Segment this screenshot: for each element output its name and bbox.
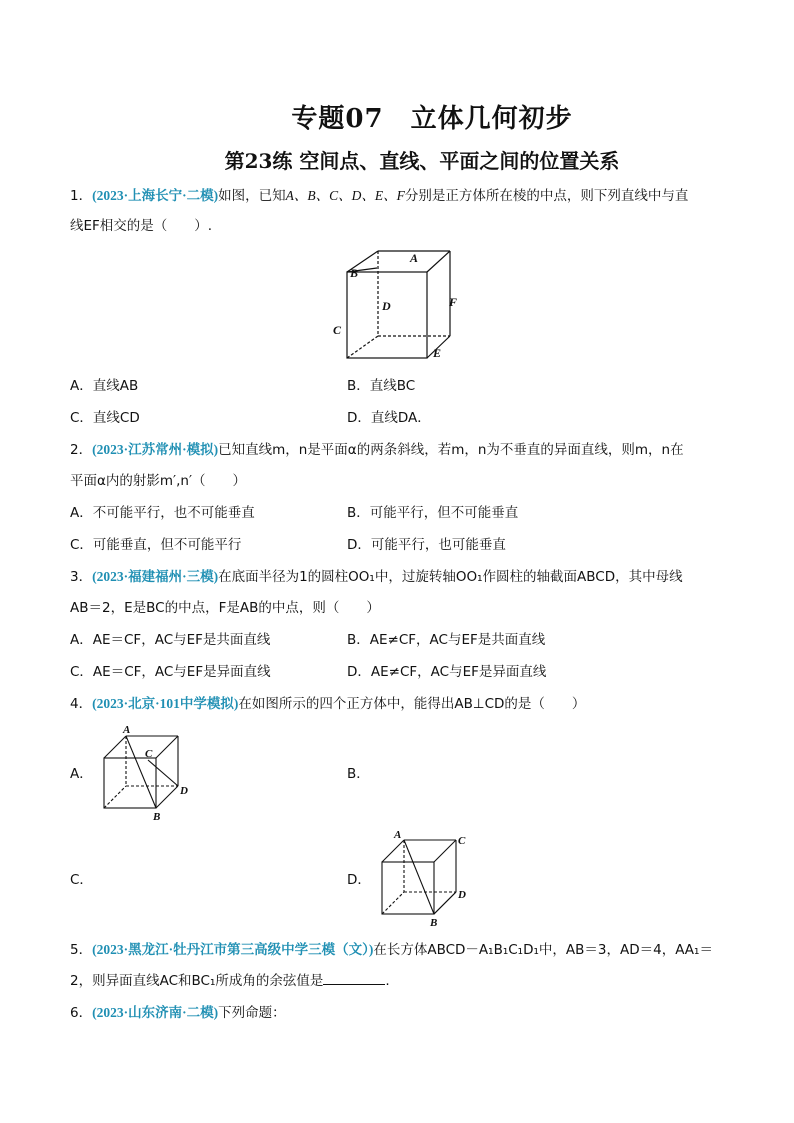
label-F: F: [449, 295, 458, 309]
question-text: 在长方体ABCD－A₁B₁C₁D₁中，AB＝3，AD＝4，AA₁＝: [373, 942, 713, 958]
cube-figure-q4d: [374, 826, 474, 930]
answer-blank[interactable]: [323, 972, 385, 985]
question-text: 分别是正方体所在棱的中点，则下列直线中与直: [404, 188, 689, 204]
question-5: [70, 940, 730, 960]
label-B: B: [430, 917, 438, 929]
question-text: 在底面半径为1的圆柱OO₁中，过旋转轴OO₁作圆柱的轴截面ABCD，其中母线: [218, 569, 683, 585]
label-A: A: [410, 251, 419, 265]
question-3: [70, 567, 730, 587]
q2-option-b: B．可能平行，但不可能垂直: [347, 505, 519, 521]
period: .: [385, 973, 390, 989]
question-source: (2023·北京·101中学模拟): [92, 696, 239, 711]
q4-option-b: B．: [347, 766, 370, 782]
question-source: (2023·山东济南·二模): [92, 1005, 219, 1020]
label-A: A: [394, 829, 402, 841]
question-text: 如图，已知: [218, 188, 286, 204]
question-number: 6．: [70, 1005, 93, 1021]
question-text: 下列命题：: [218, 1005, 286, 1021]
label-B: B: [350, 266, 359, 280]
question-source: (2023·江苏常州·模拟): [92, 442, 219, 457]
q2-option-c: C．可能垂直，但不可能平行: [70, 537, 242, 553]
question-4: [70, 694, 730, 714]
q1-option-a: A．直线AB: [70, 378, 139, 394]
label-B: B: [153, 811, 161, 823]
question-source: (2023·上海长宁·二模): [92, 188, 219, 203]
label-C: C: [145, 748, 153, 760]
q1-option-b: B．直线BC: [347, 378, 416, 394]
point-list: A、B、C、D、E、F: [285, 188, 405, 203]
q2-option-a: A．不可能平行，也不可能垂直: [70, 505, 255, 521]
label-D: D: [180, 785, 188, 797]
question-2-line2: 平面α内的射影m′,n′（ ）: [70, 473, 247, 489]
q1-option-c: C．直线CD: [70, 410, 140, 426]
label-D: D: [458, 889, 466, 901]
question-2: [70, 440, 730, 460]
page-subtitle: 第23练 空间点、直线、平面之间的位置关系: [224, 149, 620, 173]
question-1-line2: 线EF相交的是（ ）.: [70, 218, 213, 234]
q3-option-c: C．AE＝CF，AC与EF是异面直线: [70, 664, 271, 680]
label-C: C: [458, 835, 466, 847]
q3-option-d: D．AE≠CF，AC与EF是异面直线: [347, 664, 547, 680]
q4-option-a: A．: [70, 766, 93, 782]
cube-figure-q4a: [96, 722, 196, 826]
question-number: 5．: [70, 942, 93, 958]
q4-option-c: C．: [70, 872, 93, 888]
question-number: 3．: [70, 569, 93, 585]
question-text: 在如图所示的四个正方体中，能得出AB⊥CD的是（ ）: [238, 696, 586, 712]
question-number: 1．: [70, 188, 93, 204]
question-5-line2: [70, 971, 390, 991]
question-3-line2: AB＝2，E是BC的中点，F是AB的中点，则（ ）: [70, 600, 380, 616]
question-text: 已知直线m，n是平面α的两条斜线，若m，n为不垂直的异面直线，则m，n在: [218, 442, 684, 458]
q4-option-d: D．: [347, 872, 371, 888]
question-1: [70, 186, 730, 206]
question-text: 2，则异面直线AC和BC₁所成角的余弦值是: [70, 973, 324, 989]
q2-option-d: D．可能平行，也可能垂直: [347, 537, 506, 553]
label-C: C: [333, 323, 342, 337]
cube-figure-q1: [330, 248, 470, 366]
q3-option-b: B．AE≠CF，AC与EF是共面直线: [347, 632, 546, 648]
question-6: [70, 1003, 730, 1023]
label-A: A: [123, 724, 131, 736]
question-source: (2023·福建福州·三模): [92, 569, 219, 584]
question-number: 4．: [70, 696, 93, 712]
q3-option-a: A．AE＝CF，AC与EF是共面直线: [70, 632, 271, 648]
label-E: E: [433, 346, 442, 360]
page-title: 专题07 立体几何初步: [291, 104, 573, 134]
label-D: D: [382, 299, 391, 313]
question-number: 2．: [70, 442, 93, 458]
q1-option-d: D．直线DA．: [347, 410, 431, 426]
question-source: (2023·黑龙江·牡丹江市第三高级中学三模（文）): [92, 942, 374, 957]
